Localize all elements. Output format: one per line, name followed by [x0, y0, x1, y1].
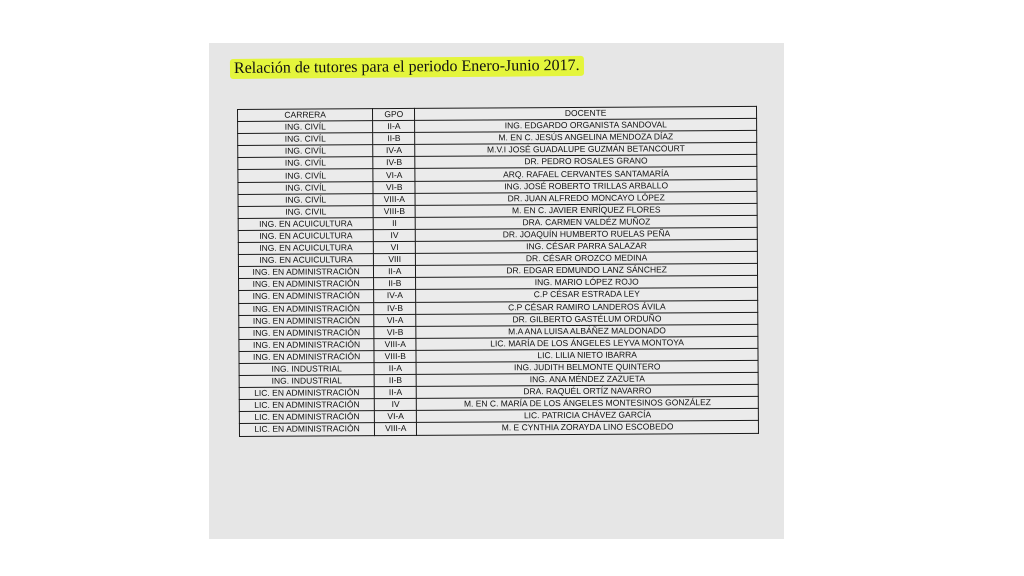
cell-grupo: VIII-B	[373, 205, 415, 217]
cell-grupo: VIII-A	[373, 193, 415, 205]
cell-carrera: ING. CIVIL	[238, 205, 373, 218]
cell-docente: M. E CYNTHIA ZORAYDA LINO ESCOBEDO	[417, 421, 759, 435]
document-title	[230, 57, 584, 80]
cell-grupo: VI	[374, 241, 416, 253]
column-header-docente: DOCENTE	[415, 106, 757, 120]
cell-carrera: ING. EN ACUICULTURA	[238, 254, 373, 267]
cell-carrera: ING. CIVÍL	[238, 133, 373, 146]
cell-grupo: VI-A	[375, 411, 417, 423]
cell-carrera: LIC. EN ADMINISTRACIÓN	[239, 387, 374, 400]
cell-carrera: ING. EN ADMINISTRACIÓN	[239, 351, 374, 364]
cell-grupo: II-A	[374, 387, 416, 399]
cell-carrera: ING. CIVÍL	[238, 169, 373, 182]
cell-grupo: IV-B	[374, 302, 416, 314]
cell-grupo: II	[373, 217, 415, 229]
cell-grupo: VI-B	[374, 326, 416, 338]
cell-grupo: IV	[375, 399, 417, 411]
cell-carrera: ING. CIVÍL	[238, 145, 373, 158]
cell-grupo: IV-A	[374, 290, 416, 302]
cell-docente: C.P CÉSAR ESTRADA LEY	[416, 288, 758, 302]
cell-carrera: LIC. EN ADMINISTRACIÓN	[239, 423, 374, 436]
cell-grupo: II-A	[374, 266, 416, 278]
cell-carrera: ING. EN ACUICULTURA	[238, 230, 373, 243]
cell-grupo: II-A	[374, 362, 416, 374]
cell-grupo: II-B	[374, 374, 416, 386]
cell-grupo: II-B	[374, 278, 416, 290]
table-row	[239, 421, 758, 436]
cell-grupo: II-B	[373, 133, 415, 145]
cell-carrera: ING. EN ACUICULTURA	[238, 218, 373, 231]
cell-docente: LIC. MARÍA DE LOS ÁNGELES LEYVA MONTOYA	[416, 336, 758, 350]
cell-carrera: ING. CIVÍL	[238, 193, 373, 206]
cell-carrera: ING. EN ADMINISTRACIÓN	[239, 278, 374, 291]
cell-docente: DRA. RAQUÉL ORTÍZ NAVARRO	[417, 384, 759, 398]
cell-docente: ARQ. RAFAEL CERVANTES SANTAMARÍA	[415, 167, 757, 181]
cell-carrera: LIC. EN ADMINISTRACIÓN	[239, 411, 374, 424]
cell-docente: ING. CÉSAR PARRA SALAZAR	[416, 239, 758, 253]
cell-docente: DR. EDGAR EDMUNDO LANZ SÁNCHEZ	[416, 264, 758, 278]
cell-carrera: ING. EN ADMINISTRACIÓN	[238, 266, 373, 279]
cell-carrera: ING. EN ADMINISTRACIÓN	[239, 338, 374, 351]
cell-carrera: ING. INDUSTRIAL	[239, 375, 374, 388]
cell-docente: DR. GILBERTO GASTÉLUM ORDUÑO	[416, 312, 758, 326]
cell-carrera: ING. EN ADMINISTRACIÓN	[239, 326, 374, 339]
cell-grupo: IV	[373, 229, 415, 241]
cell-carrera: LIC. EN ADMINISTRACIÓN	[239, 399, 374, 412]
cell-docente: C.P CÉSAR RAMIRO LANDEROS ÁVILA	[416, 300, 758, 314]
cell-grupo: IV-A	[373, 145, 415, 157]
cell-docente: DR. PEDRO ROSALES GRANO	[415, 155, 757, 169]
cell-docente: M. EN C. JESÚS ANGELINA MENDOZA DÍAZ	[415, 131, 757, 145]
cell-docente: M.V.I JOSÉ GUADALUPE GUZMÁN BETANCOURT	[415, 143, 757, 157]
cell-carrera: ING. CIVÍL	[238, 181, 373, 194]
cell-carrera: ING. EN ADMINISTRACIÓN	[239, 314, 374, 327]
cell-docente: ING. JOSÉ ROBERTO TRILLAS ARBALLO	[415, 179, 757, 193]
cell-grupo: VIII-A	[375, 423, 417, 435]
cell-docente: M. EN C. JAVIER ENRÍQUEZ FLORES	[415, 203, 757, 217]
column-header-gpo: GPO	[373, 108, 415, 120]
cell-grupo: VI-A	[374, 314, 416, 326]
cell-docente: ING. JUDITH BELMONTE QUINTERO	[416, 360, 758, 374]
cell-docente: LIC. PATRICIA CHÁVEZ GARCÍA	[417, 409, 759, 423]
cell-grupo: VI-A	[373, 169, 415, 181]
tutors-table	[237, 106, 759, 437]
cell-grupo: VIII	[374, 254, 416, 266]
cell-docente: ING. MARIO LÓPEZ ROJO	[416, 276, 758, 290]
cell-docente: M.A ANA LUISA ALBÁÑEZ MALDONADO	[416, 324, 758, 338]
cell-carrera: ING. EN ADMINISTRACIÓN	[239, 290, 374, 303]
highlighted-title-text: Relación de tutores para el periodo Enero-Junio 2017.	[230, 56, 584, 79]
cell-carrera: ING. EN ACUICULTURA	[238, 242, 373, 255]
table-body	[238, 118, 759, 436]
cell-grupo: VIII-B	[374, 350, 416, 362]
cell-grupo: VI-B	[373, 181, 415, 193]
cell-grupo: II-A	[373, 121, 415, 133]
cell-docente: ING. ANA MÉNDEZ ZAZUETA	[416, 372, 758, 386]
cell-carrera: ING. CIVÍL	[238, 157, 373, 170]
cell-grupo: IV-B	[373, 157, 415, 169]
cell-carrera: ING. INDUSTRIAL	[239, 363, 374, 376]
cell-docente: DRA. CARMEN VALDÉZ MUÑOZ	[415, 215, 757, 229]
cell-grupo: VIII-A	[374, 338, 416, 350]
cell-docente: DR. JOAQUÍN HUMBERTO RUELAS PEÑA	[416, 227, 758, 241]
column-header-carrera: CARRERA	[238, 109, 373, 122]
cell-docente: ING. EDGARDO ORGANISTA SANDOVAL	[415, 118, 757, 132]
cell-carrera: ING. CIVÍL	[238, 121, 373, 134]
cell-docente: M. EN C. MARÍA DE LOS ÁNGELES MONTESINOS GONZÁLEZ	[417, 397, 759, 411]
cell-docente: DR. JUAN ALFREDO MONCAYO LÓPEZ	[415, 191, 757, 205]
cell-docente: LIC. LILIA NIETO IBARRA	[416, 348, 758, 362]
cell-docente: DR. CÉSAR OROZCO MEDINA	[416, 251, 758, 265]
cell-carrera: ING. EN ADMINISTRACIÓN	[239, 302, 374, 315]
